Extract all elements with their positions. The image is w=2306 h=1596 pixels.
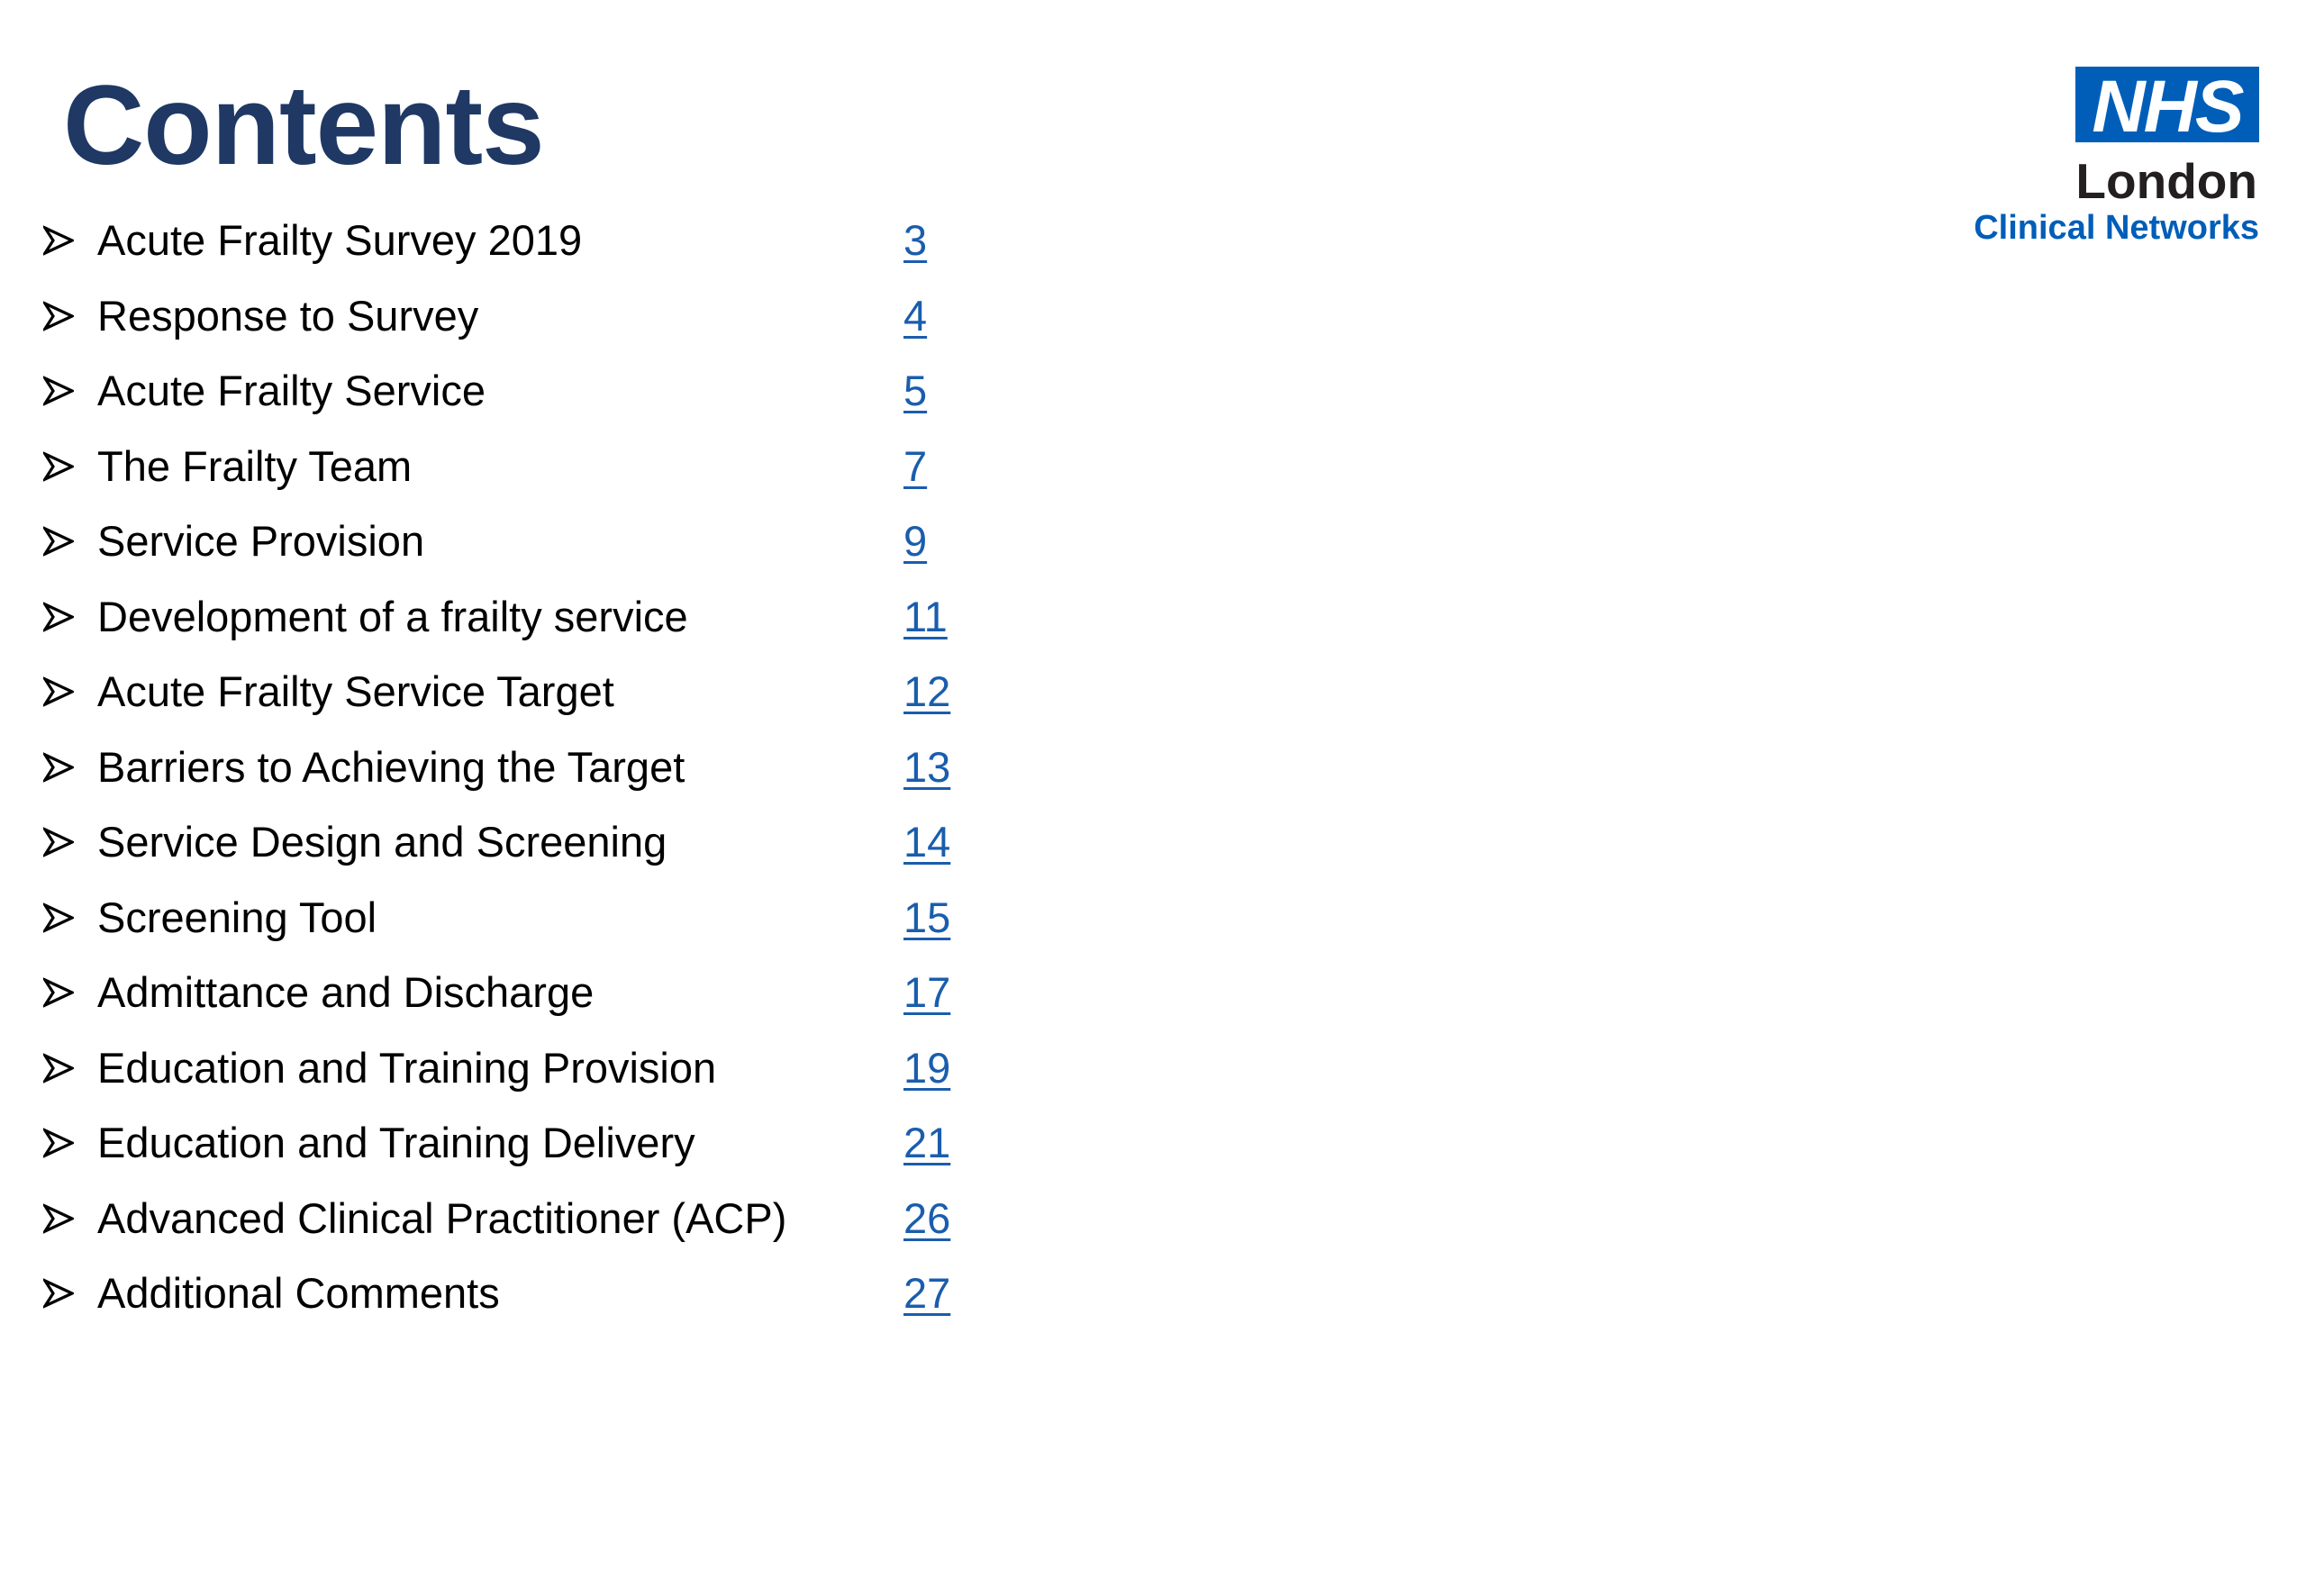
arrowhead-bullet-icon [43,451,74,482]
toc-page-link[interactable]: 5 [903,367,928,414]
toc-page-link[interactable]: 15 [903,893,951,941]
arrowhead-bullet-icon [43,376,74,406]
arrowhead-bullet-icon [43,526,74,557]
toc-item-label: Barriers to Achieving the Target [97,742,685,791]
toc-item [43,966,1034,1042]
toc-item [43,591,1034,667]
toc-page-link[interactable]: 12 [903,667,951,715]
toc-item-label: Admittance and Discharge [97,968,595,1016]
toc-page-link[interactable]: 7 [903,441,928,490]
arrowhead-bullet-icon [43,1128,74,1158]
toc-item-label: Screening Tool [97,893,377,941]
toc-item-label: Advanced Clinical Practitioner (ACP) [97,1193,787,1242]
arrowhead-bullet-icon [43,977,74,1008]
toc-item [43,1267,1034,1343]
toc-item [43,515,1034,591]
toc-page-link[interactable]: 21 [903,1119,951,1166]
toc-item [43,290,1034,366]
toc-page-link[interactable]: 11 [903,592,948,640]
toc-item [43,892,1034,967]
arrowhead-bullet-icon [43,1278,74,1309]
toc-item [43,1117,1034,1192]
toc-item [43,440,1034,516]
toc-item [43,741,1034,817]
toc-item-label: Response to Survey [97,291,479,340]
toc-item [43,1042,1034,1118]
arrowhead-bullet-icon [43,1203,74,1234]
arrowhead-bullet-icon [43,225,74,256]
toc-item-label: Service Design and Screening [97,818,667,866]
nhs-london-clinical-networks-logo [1962,67,2259,248]
toc-item-label: Development of a frailty service [97,592,688,640]
toc-item [43,365,1034,440]
logo-organisation-text: Clinical Networks [1974,209,2259,247]
arrowhead-bullet-icon [43,902,74,933]
toc-page-link[interactable]: 17 [903,968,951,1016]
toc-page-link[interactable]: 14 [903,818,951,866]
toc-item [43,816,1034,892]
toc-page-link[interactable]: 13 [903,742,951,791]
nhs-logo-mark: NHS [2092,67,2243,142]
toc-page-link[interactable]: 19 [903,1043,951,1092]
arrowhead-bullet-icon [43,301,74,331]
arrowhead-bullet-icon [43,602,74,632]
arrowhead-bullet-icon [43,827,74,857]
page-title: Contents [63,63,544,188]
toc-page-link[interactable]: 9 [903,517,928,565]
toc-item [43,666,1034,741]
toc-page-link[interactable]: 27 [903,1269,951,1317]
nhs-logo-icon [2075,67,2259,142]
toc-item [43,214,1034,290]
toc-item-label: The Frailty Team [97,441,413,490]
toc-item-label: Service Provision [97,517,425,565]
toc-item-label: Acute Frailty Survey 2019 [97,216,583,264]
toc-item-label: Acute Frailty Service Target [97,667,614,715]
toc-page-link[interactable]: 3 [903,216,928,264]
arrowhead-bullet-icon [43,676,74,707]
table-of-contents [43,214,1034,1343]
logo-region-text: London [2075,153,2257,209]
toc-item-label: Acute Frailty Service [97,367,486,414]
toc-item-label: Education and Training Provision [97,1043,717,1092]
arrowhead-bullet-icon [43,752,74,783]
toc-item-label: Education and Training Delivery [97,1119,695,1166]
toc-page-link[interactable]: 4 [903,291,928,340]
toc-page-link[interactable]: 26 [903,1193,951,1242]
toc-item [43,1192,1034,1268]
arrowhead-bullet-icon [43,1053,74,1084]
toc-item-label: Additional Comments [97,1269,500,1317]
